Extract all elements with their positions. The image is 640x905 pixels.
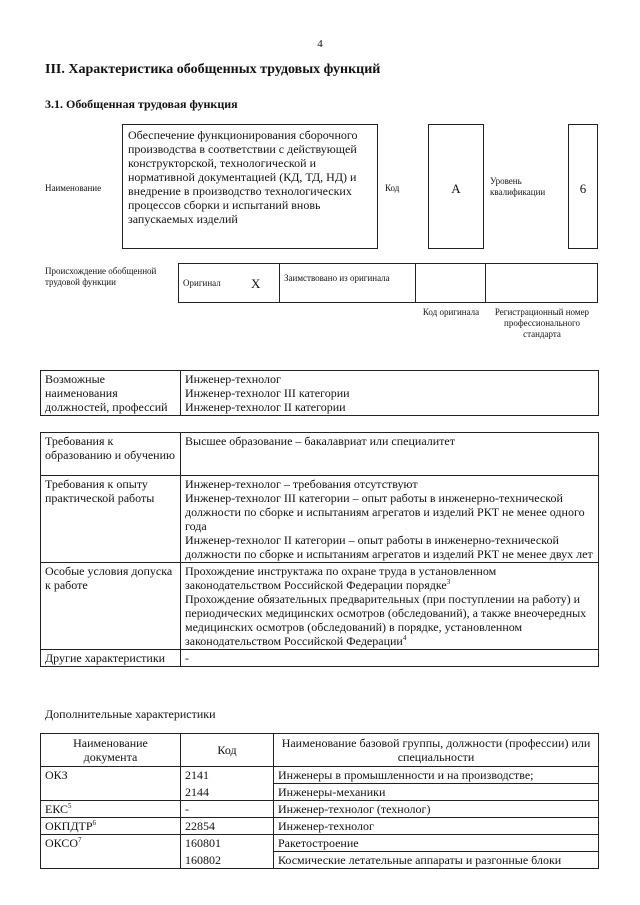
footnote-ref: 7 bbox=[78, 836, 82, 844]
name-cell: Инженеры-механики bbox=[274, 784, 599, 801]
req-experience-value: Инженер-технолог – требования отсутствуют Инженер-технолог III категории – опыт работы в инженерно-технической должности по сборке и испытаниям агрегатов и изделий РКТ не менее одного года Инженер-технолог II категории – опыт работы в инженерно-технической должности по сборке и испытаниям агрегатов и изделий РКТ не менее двух лет bbox=[181, 476, 599, 563]
code-original-caption: Код оригинала bbox=[422, 307, 480, 317]
header-name: Наименование базовой группы, должности (профессии) или специальности bbox=[274, 734, 599, 767]
section-title: III. Характеристика обобщенных трудовых функций bbox=[45, 62, 381, 77]
divider bbox=[279, 264, 280, 302]
subsection-title: 3.1. Обобщенная трудовая функция bbox=[45, 97, 238, 111]
positions-values: Инженер-технолог Инженер-технолог III категории Инженер-технолог II категории bbox=[181, 371, 599, 416]
table-row bbox=[41, 563, 599, 650]
borrowed-label: Заимствовано из оригинала bbox=[284, 273, 390, 283]
gtf-name-value: Обеспечение функционирования сборочного производства в соответствии с действующей конструкторской, технологической и нормативной документацией (КД, ТД, НД) и внедрение в производство технологических процессов сборки и испытаний вновь запускаемых изделий bbox=[128, 128, 358, 226]
gtf-name-box bbox=[122, 124, 378, 249]
table-row bbox=[41, 433, 599, 476]
origin-box bbox=[178, 263, 598, 303]
doc-name: ОКЗ bbox=[45, 768, 68, 782]
additional-title: Дополнительные характеристики bbox=[45, 707, 216, 721]
footnote-ref: 4 bbox=[402, 634, 407, 642]
name-cell: Инженер-технолог bbox=[274, 818, 599, 835]
code-cell: 2141 bbox=[181, 767, 274, 784]
doc-name: ЕКС bbox=[45, 802, 69, 816]
req-education-value: Высшее образование – бакалавриат или специалитет bbox=[181, 433, 599, 476]
footnote-ref: 3 bbox=[446, 578, 451, 586]
reg-number-caption: Регистрационный номер профессионального стандарта bbox=[494, 307, 590, 339]
divider bbox=[415, 264, 416, 302]
footnote-ref: 5 bbox=[68, 802, 72, 810]
req-conditions-text-1: Прохождение инструктажа по охране труда в установленном законодательством Российской Федерации порядке bbox=[185, 564, 497, 592]
gtf-name-label: Наименование bbox=[45, 183, 102, 193]
table-row bbox=[41, 767, 599, 784]
original-mark: Х bbox=[251, 276, 261, 291]
name-cell: Ракетостроение bbox=[274, 835, 599, 852]
code-cell: 160801 bbox=[181, 835, 274, 852]
name-cell: Инженер-технолог (технолог) bbox=[274, 801, 599, 818]
original-label: Оригинал bbox=[183, 278, 221, 288]
doc-name: ОКСО bbox=[45, 836, 79, 850]
gtf-code-value: А bbox=[451, 181, 461, 196]
doc-cell bbox=[41, 835, 181, 869]
req-conditions-label: Особые условия допуска к работе bbox=[41, 563, 181, 650]
header-code: Код bbox=[181, 734, 274, 767]
positions-label: Возможные наименования должностей, профессий bbox=[41, 371, 181, 416]
gtf-code-label: Код bbox=[385, 183, 400, 193]
code-cell: 2144 bbox=[181, 784, 274, 801]
name-cell: Космические летательные аппараты и разгонные блоки bbox=[274, 852, 599, 869]
table-row bbox=[41, 835, 599, 852]
doc-cell bbox=[41, 818, 181, 835]
req-other-label: Другие характеристики bbox=[41, 650, 181, 667]
table-row bbox=[41, 818, 599, 835]
header-doc: Наименование документа bbox=[41, 734, 181, 767]
gtf-code-box bbox=[428, 124, 484, 249]
gtf-level-label: Уровень квалификации bbox=[490, 176, 546, 197]
gtf-level-box bbox=[568, 124, 598, 249]
divider bbox=[485, 264, 486, 302]
origin-label: Происхождение обобщенной трудовой функции bbox=[45, 266, 157, 287]
doc-name: ОКПДТР bbox=[45, 819, 93, 833]
req-conditions-value bbox=[181, 563, 599, 650]
code-cell: - bbox=[181, 801, 274, 818]
page-number: 4 bbox=[317, 38, 323, 50]
table-row bbox=[41, 801, 599, 818]
doc-cell bbox=[41, 767, 181, 801]
table-header-row bbox=[41, 734, 599, 767]
table-row bbox=[41, 650, 599, 667]
code-cell: 22854 bbox=[181, 818, 274, 835]
code-cell: 160802 bbox=[181, 852, 274, 869]
positions-table bbox=[40, 370, 599, 416]
req-education-label: Требования к образованию и обучению bbox=[41, 433, 181, 476]
additional-table bbox=[40, 733, 599, 869]
table-row bbox=[41, 476, 599, 563]
req-experience-label: Требования к опыту практической работы bbox=[41, 476, 181, 563]
footnote-ref: 6 bbox=[92, 819, 97, 827]
name-cell: Инженеры в промышленности и на производстве; bbox=[274, 767, 599, 784]
req-conditions-text-2: Прохождение обязательных предварительных (при поступлении на работу) и периодических медицинских осмотров (обследований), а также внеочередных медицинских осмотров (обследований) в порядке, установленном законодательством Российской Федерации bbox=[185, 592, 587, 648]
req-other-value: - bbox=[181, 650, 599, 667]
doc-cell bbox=[41, 801, 181, 818]
requirements-table bbox=[40, 432, 599, 667]
gtf-level-value: 6 bbox=[579, 181, 587, 196]
